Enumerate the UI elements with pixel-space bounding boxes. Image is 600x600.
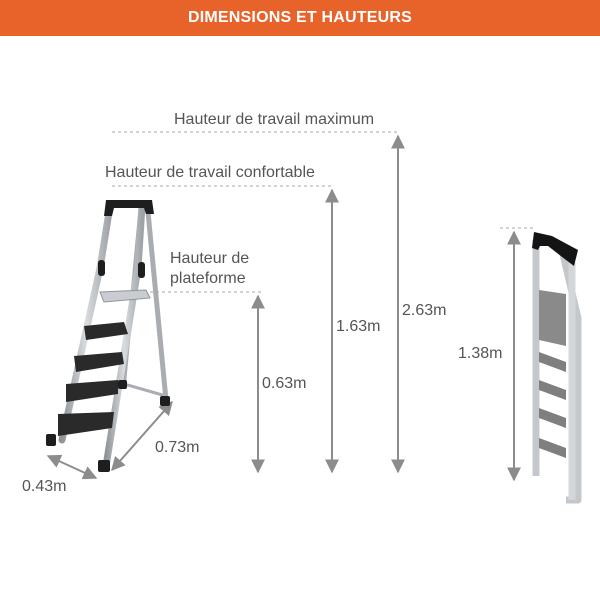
platform [100,290,150,302]
platform-height-label [170,249,249,289]
folded-height-value: 1.38m [458,345,503,362]
step-4 [58,412,114,436]
comfort-height-value: 1.63m [336,318,381,335]
rear-leg [148,212,166,400]
max-working-height-label: Hauteur de travail maximum [174,111,375,128]
width-value: 0.43m [22,478,67,495]
depth-arrow [112,402,172,470]
foot-front-left [46,434,56,446]
platform-height-label-line2: plateforme [170,270,246,287]
folded-step-3 [539,408,566,428]
folded-step-1 [539,352,566,372]
comfortable-working-height-label: Hauteur de travail confortable [105,164,315,181]
folded-platform [539,290,566,346]
max-height-value: 2.63m [402,302,447,319]
depth-value: 0.73m [155,439,200,456]
top-handle [104,200,154,216]
handle-grip-right [138,262,145,278]
handle-grip-left [98,260,105,276]
platform-height-label-line1: Hauteur de [170,250,250,267]
foot-rear [160,396,170,406]
platform-height-value: 0.63m [262,375,307,392]
open-ladder-illustration [46,200,170,472]
front-rail-left [62,206,110,440]
folded-step-4 [539,438,566,458]
width-arrow [48,456,96,478]
folded-ladder-illustration [532,232,578,500]
rear-brace [124,384,166,396]
foot-front-right [98,460,110,472]
foot-rear-inner [118,380,127,389]
folded-step-2 [539,380,566,400]
header-title: DIMENSIONS ET HAUTEURS [188,9,412,26]
